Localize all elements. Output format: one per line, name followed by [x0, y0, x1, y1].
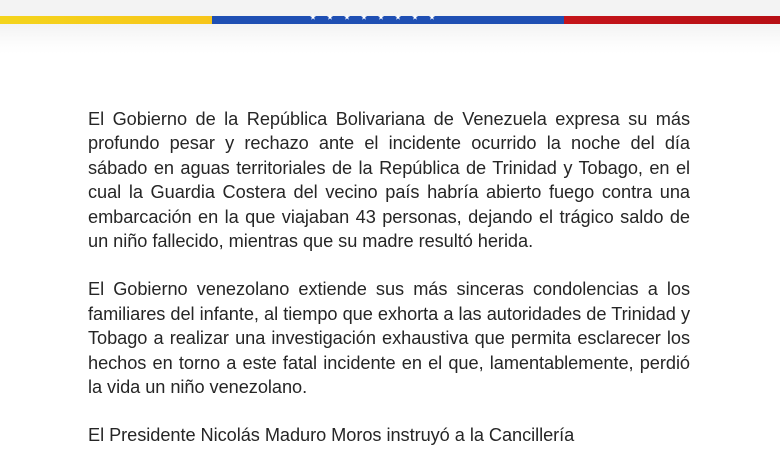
- star-icon: [395, 14, 401, 20]
- paragraph-investigation: El Gobierno venezolano extiende sus más sinceras condolencias a los familiares del infante, al tiempo que exhorta a las autoridades de Trinidad y Tobago a realizar una investigación exhaustiva que permita esclarecer los hechos en torno a este fatal incidente en el que, lamentablemente, perdió la vida un niño venezolano.: [88, 279, 690, 398]
- paragraph-instruction: El Presidente Nicolás Maduro Moros instruyó a la Cancillería: [88, 425, 575, 446]
- header-shadow: [0, 24, 780, 54]
- star-icon: [310, 14, 316, 20]
- star-icon: [378, 14, 384, 20]
- star-icon: [429, 14, 435, 20]
- star-icon: [344, 14, 350, 20]
- venezuela-flag-bar: [0, 16, 780, 24]
- paragraph-condolence-intro: El Gobierno de la República Bolivariana de Venezuela expresa su más profundo pesar y rechazo ante el incidente ocurrido la noche del día sábado en aguas territoriales de la República de Trinidad y Tobago, en el cual la Guardia Costera del vecino país habría abierto fuego contra una embarcación en la que viajaban 43 personas, dejando el trágico saldo de un niño fallecido, mientras que su madre resultó herida.: [88, 109, 690, 252]
- communique-body: [88, 107, 690, 470]
- flag-red-stripe: [564, 16, 780, 24]
- star-icon: [361, 14, 367, 20]
- star-icon: [412, 14, 418, 20]
- flag-yellow-stripe: [0, 16, 212, 24]
- flag-blue-stripe: [212, 16, 564, 24]
- flag-stars: [310, 14, 435, 20]
- star-icon: [327, 14, 333, 20]
